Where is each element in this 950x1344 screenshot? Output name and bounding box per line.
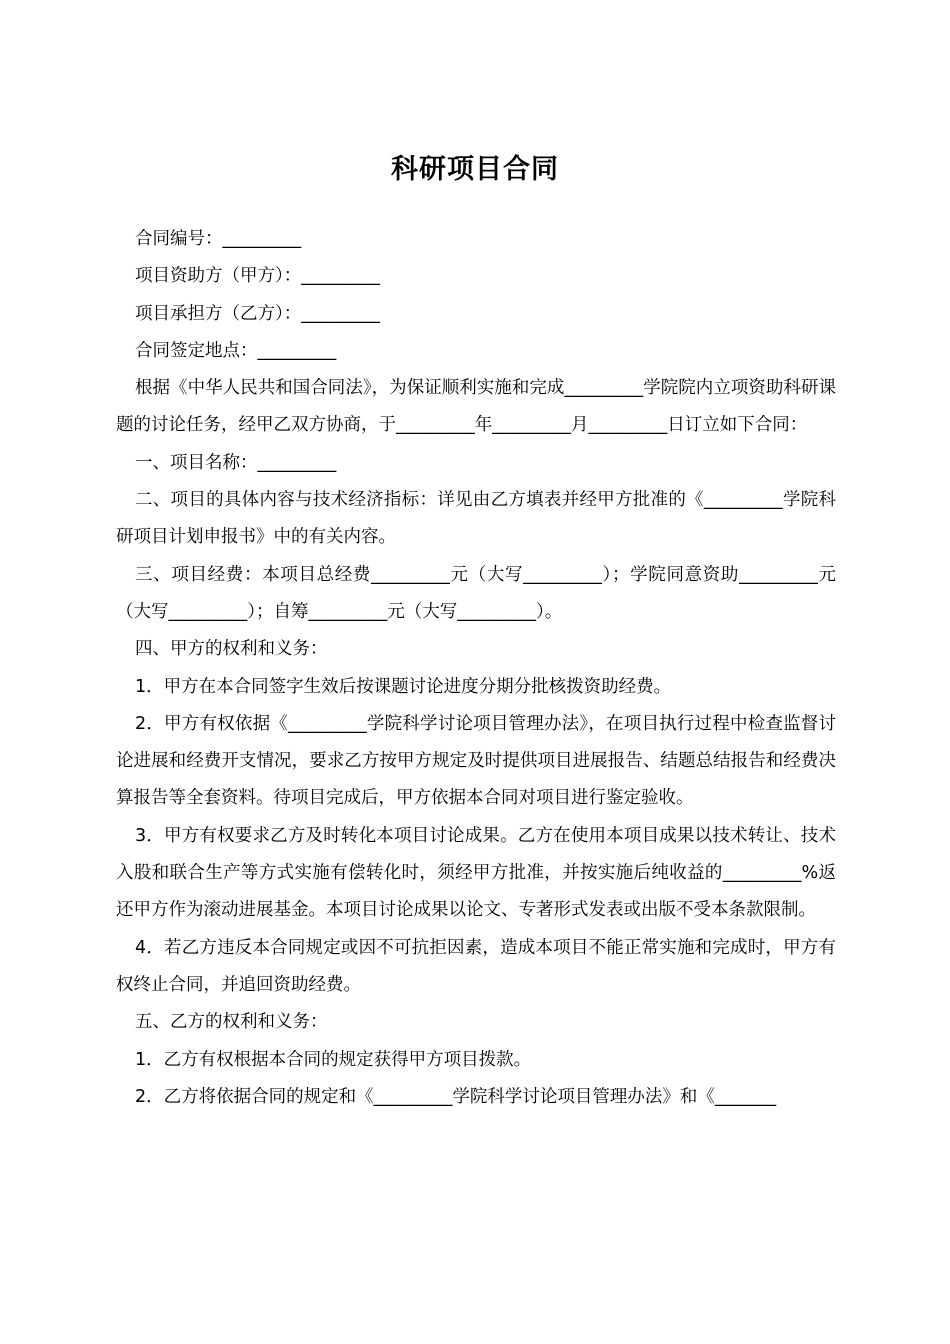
party-a-clause-4: 4．若乙方违反本合同规定或因不可抗拒因素，造成本项目不能正常实施和完成时，甲方有权终止合同，并追回资助经费。 <box>116 937 836 995</box>
section-project-name: 一、项目名称：_________ <box>135 452 337 473</box>
party-b-clause-1: 1．乙方有权根据本合同的规定获得甲方项目拨款。 <box>135 1049 532 1070</box>
party-a-clause-2: 2．甲方有权依据《_________学院科学讨论项目管理办法》，在项目执行过程中检查监督讨论进展和经费开支情况，要求乙方按甲方规定及时提供项目进展报告、结题总结报告和经费决算报告等全套资料。待项目完成后，甲方依据本合同对项目进行鉴定验收。 <box>116 713 836 809</box>
signing-place-line: 合同签定地点：_________ <box>135 340 337 361</box>
section-party-b-heading: 五、乙方的权利和义务： <box>135 1012 328 1033</box>
party-b-line: 项目承担方（乙方）：_________ <box>135 303 380 324</box>
party-a-clause-1: 1．甲方在本合同签字生效后按课题讨论进度分期分批核拨资助经费。 <box>135 676 672 697</box>
section-project-content: 二、项目的具体内容与技术经济指标：详见由乙方填表并经甲方批准的《_________学院科研项目计划申报书》中的有关内容。 <box>116 490 836 548</box>
contract-number-line: 合同编号：_________ <box>135 229 302 249</box>
party-b-clause-2: 2．乙方将依据合同的规定和《_________学院科学讨论项目管理办法》和《_______ <box>135 1086 777 1107</box>
party-a-line: 项目资助方（甲方）：_________ <box>135 266 380 287</box>
document-title: 科研项目合同 <box>391 154 559 186</box>
document-body <box>116 221 836 1116</box>
preamble-paragraph: 根据《中华人民共和国合同法》，为保证顺利实施和完成_________学院院内立项资助科研课题的讨论任务，经甲乙双方协商，于_________年_________月_________日订立如下合同： <box>116 378 836 436</box>
section-party-a-heading: 四、甲方的权利和义务： <box>135 639 328 660</box>
party-a-clause-3: 3．甲方有权要求乙方及时转化本项目讨论成果。乙方在使用本项目成果以技术转让、技术入股和联合生产等方式实施有偿转化时，须经甲方批准，并按实施后纯收益的_________%返还甲方作为滚动进展基金。本项目讨论成果以论文、专著形式发表或出版不受本条款限制。 <box>116 825 836 921</box>
section-project-funding: 三、项目经费：本项目总经费_________元（大写_________）；学院同意资助_________元（大写_________）；自筹_________元（大写_________）。 <box>116 564 836 622</box>
